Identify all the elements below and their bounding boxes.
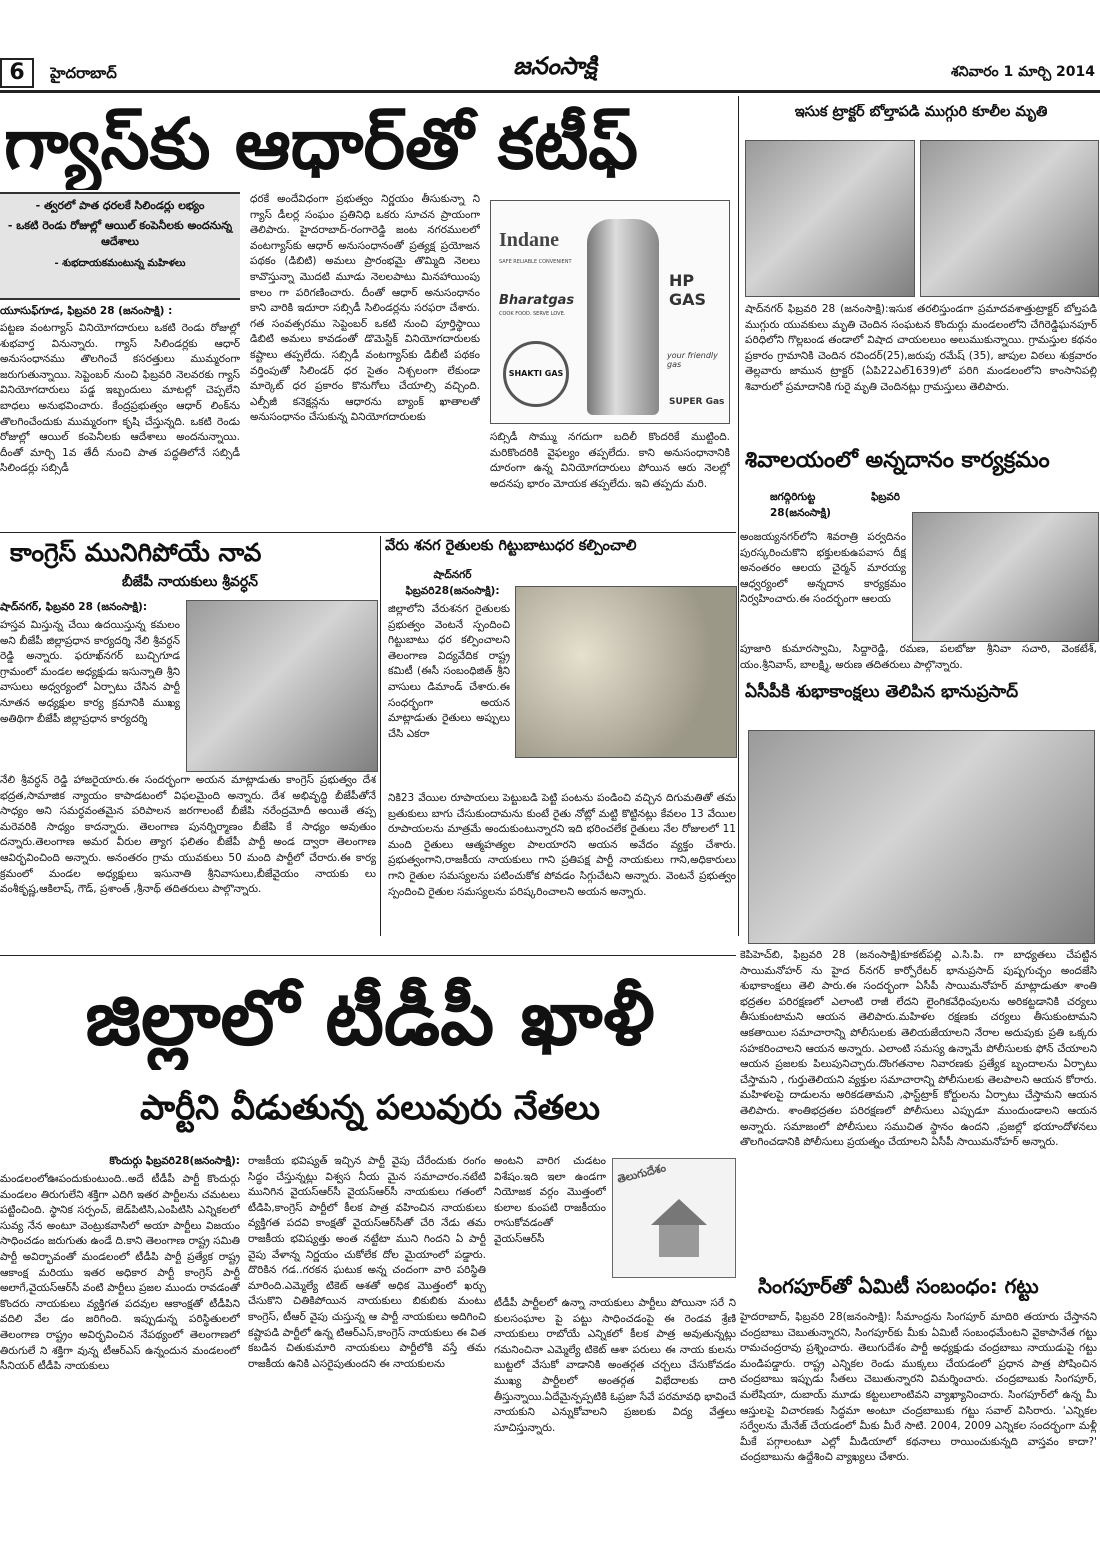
masthead-logo: జనంసాక్షి — [513, 52, 597, 80]
bharatgas-subtext: COOK FOOD. SERVE LOVE. — [499, 311, 566, 317]
house-body-icon — [659, 1225, 699, 1257]
column-rule — [380, 536, 381, 936]
section-rule — [0, 955, 736, 956]
lead-dateline: యూసుఫ్‌గూడ, ఫిబ్రవరి 28 (జనంసాక్షి) : — [0, 305, 173, 317]
house-icon — [651, 1199, 707, 1225]
masthead-rule — [0, 90, 1100, 93]
congress-photo — [186, 600, 378, 772]
tractor-photo-right — [920, 140, 1099, 297]
indane-subtext: SAFE RELIABLE CONVENIENT — [499, 259, 572, 265]
super-gas-logo: SUPER Gas — [669, 397, 725, 407]
page-number: 6 — [0, 58, 34, 88]
tdp-headline: జిల్లాలో టీడీపీ ఖాళీ — [85, 973, 655, 1062]
tdp-dateline: కొందుర్గు ఫిబ్రవరి28(జనంసాక్షి): — [109, 1155, 240, 1167]
issue-date: శనివారం 1 మార్చి 2014 — [951, 64, 1095, 80]
section-rule — [0, 532, 736, 533]
bharatgas-logo: Bharatgas — [499, 293, 575, 308]
temple-story-narrow: అంజయ్యనగర్‌లోని శివరాత్రి పర్వదినం పురస్కరించుకొని భక్తులకుఉపవాస దీక్ష అనంతరం ఆలయ చైర్మన్ మారయ్య ఆధ్వర్యంలో అన్నదాన కార్యక్రమం నిర్వహించారు.ఈ సందర్భంగా ఆలయ — [740, 531, 906, 606]
acp-headline: ఏసీపీకి శుభాకాంక్షలు తెలిపిన భానుప్రసాద్ — [745, 682, 1019, 702]
peanut-photo — [515, 586, 737, 758]
hp-tagline: your friendly gas — [667, 351, 718, 369]
tdp-subhead: పార్టీని వీడుతున్న పలువురు నేతలు — [140, 1088, 600, 1128]
congress-headline: కాంగ్రెస్ మునిగిపోయే నావ — [10, 538, 262, 567]
section-name: హైదరాబాద్ — [50, 64, 117, 82]
lead-col3: సబ్సిడీ సొమ్ము నగదుగా బదిలీ కొందరికే ముట్టింది. మరికొందరికి వైఫల్యం తప్పలేదు. కాని అనుసంధానానికి దూరంగా ఉన్న వినియోగదారులు పోయిన ఆరు నెలల్లో అదనపు భారం మోయక తప్పలేదు. ఇవి తప్పదు మరి. — [490, 431, 730, 490]
tractor-story: షాద్‌నగర్ ఫిబ్రవరి 28 (జనంసాక్షి):ఇసుక తరలిస్తుండగా ప్రమాదవశాత్తుట్రాక్టర్ బోల్తపడి ముగ్గురు యువకులు మృతి చెందిన సంఘటన కొందుర్గు మండలంలోని చేగిరెడ్డిఘనపూర్ పరిధిలోని గొల్లబండ తండాలో విషాద చాయలలుం అలుముకున్నాయి. గ్రామస్తుల కథనం ప్రకారం గ్రామానికి చెందిన రవిందర్(25),జరుపు రమేష్ (35), జాపుల విఠలు శుక్రవారం తెల్లవారు జామున ట్రాక్టర్ (ఏపి22ఎల్1639)లో పరిగి మండలంలోని కాంసానిపల్లి శివారులో ప్రమాదానికి గురై మృతి చెందినట్లు గ్రామస్తులు తెలిపారు. — [745, 303, 1097, 393]
acp-photo — [748, 730, 1095, 944]
farmers-story-wide: నికి23 వేయిల రూపాయలు పెట్టుబడి పెట్టి పంటను పండించి వచ్చిన దిగుమతితో తమ బ్రతుకులు బాగు చేసుకుందామను కుంటే రైతు నోట్లో మట్టి కొట్టినట్లు కేవలం 13 వేయిల రూపాయలను మాత్రమే అందుకుంటున్నారని ఇది భరించలేక రైతులు నేల రోజులలో 11 మంది రైతులు ఆత్మహత్యల పాలయారని అయన అవేదం వ్యక్తం చేశారు. ప్రభుత్వంగాని,రాజకీయ నాయకులు గాని ప్రతిపక్ష పార్టీ నాయకులు గాని,అధికారులు గాని రైతుల సమస్యలను పటించుకోక పోవడం సిగ్గుచేటని అన్నారు. వెంటనే ప్రభుత్వం స్పందించి రైతుల సమస్యలను పరిష్కరించాలని అయన అన్నారు. — [388, 792, 736, 898]
shakti-gas-logo: SHAKTI GAS — [503, 341, 569, 407]
lead-col2: ధరకే అందేవిధంగా ప్రభుత్వం నిర్ణయం తీసుకున్నా ని గ్యాస్ డీలర్ల సంఘం ప్రతినిధి ఒకరు సూచన ప్రాయంగా తెలిపారు. హైదరాబాద్-రంగారెడ్డి జంట నగరములలో వంటగ్యాస్‌కు ఆధార్ అనుసంధానంతో ప్రత్యక్ష ప్రయోజన పథకం (డిబిటి) అమలు ప్రారంభమై తొమ్మిది నెలలు కావొస్తున్నా మొదటి మూడు నెలలపాటు మినహాయింపు కాలం గా పరిగణించారు. దీంతో ఆధార్ అనుసంధానం కాని వారికి ఇదూరా సబ్సిడీ సిలిండర్లను సరఫరా చేశారు. గత సంవత్సరము సెప్టెంబర్ ఒకటి నుంచి పూర్తిస్థాయి డిబిటి అమలు కావడంతో డొమెస్టిక్ వినియోగదారులకు కష్టాలు తప్పలేదు. సబ్సిడీ వంటగ్యాస్‌కు డిబీటీ పథకం వర్తింపుతో సిలిండర్ ధర సైతం నిశ్చలంగా లేకుండా మార్కెట్ ధర ప్రకారం కొనుగోలు చేయాల్సి వచ్చింది. ఎల్పీజీ కనెక్షన్లను ఆధారను బ్యాంక్ ఖాతాలతో అనుసంధానం చేసుకున్న వినియోగదారులకు — [250, 193, 480, 424]
lead-bullet: - శుభదాయకమంటున్న మహిళలు — [54, 258, 186, 269]
lead-col1: పట్టణ వంటగ్యాస్ వినియోగదారులు ఒకటి రెండు రోజుల్లో శుభవార్త వినున్నారు. గ్యాస్ సిలిండర్లకు ఆధార్ అనుసంధానము తొలగించే కసరత్తులు ముమ్మరంగా జరుగుతున్నాయి. సెప్టెంబర్ నుంచి ఫిబ్రవరి నెలవరకు గ్యాస్ వినియోగదారులు పడ్డ ఇబ్బందులు మాటల్లో చెప్పలేని బాధలు అనుభవించారు. కేంద్రప్రభుత్వం ఆధార్ లింక్‌ను తొలగించేందుకు ముమ్మరంగా కృషి చేస్తున్నది. ఒకటి రెండు రోజుల్లో ఆయిల్ కంపెనీలకు ఆదేశాలు అందనున్నాయి. దీంతో మార్చి 1వ తేదీ నుంచి పాత పద్ధతిలోనే సబ్సిడీ సిలిండర్లు సబ్సిడీ — [0, 322, 240, 475]
tdp-col3-narrow: అంటని వారిగ చుడటం విశేషం.ఇది ఇలా ఉండగా నియోజక వర్గం మొత్తంలో కులాల కుంపటి రాజకీయం రాసుకోవడంతో వైయస్‌ఆర్‌సీ — [494, 1155, 606, 1245]
lead-bullets-box — [0, 192, 240, 300]
gas-cylinder-photo — [490, 200, 730, 424]
indane-logo: Indane — [499, 229, 560, 251]
congress-dateline: షాద్‌నగర్, ఫిబ్రవరి 28 (జనంసాక్షి): — [0, 601, 148, 613]
farmers-dateline: షాద్‌నగర్ ఫిబ్రవరి28(జనంసాక్షి): — [405, 569, 500, 597]
temple-headline: శివాలయంలో అన్నదానం కార్యక్రమం — [745, 448, 1050, 473]
tdp-col3-wide: టీడీపీ పార్టీలలో ఉన్నా నాయకులు పార్టీలు పోయినా సరే ని కులసంఘాల పై పట్టు సాధించడంపై ఈ రెండవ శ్రేణి నాయకులు రాబోయే ఎన్నికలో కీలక పాత్ర అవుతున్నట్లు గమనించినా ఎమ్మెల్యే టికెట్ ఆశా పరులు ఈ నాయ కులను బుట్టలో వేసుకో వాడానికి అంతర్గత చర్చలు చేసుకోవడం ముఖ్య పార్టీలలో అంతర్గత విభేదాలకు దారి తీస్తున్నాయి.ఏదేమైన్పప్పటికి ఓప్రజా సేవే పరమావధి భావించే నాయకుని ఎన్నుకోవాలని ప్రజలకు విద్య వేత్తలు సూచిస్తున్నారు. — [494, 1297, 736, 1434]
acp-story: కెపిహెచ్‌బి, ఫిబ్రవరి 28 (జనంసాక్షి)కూకట్‌పల్లి ఎ.సి.పి. గా బాధ్యతలు చేపట్టిన సాయిమనోహర్ ను హైద ర్‌నగర్ కార్పోరేటర్ భానుప్రసాద్ పుష్పగుచ్ఛం అందజేసి శుభాకాంక్షలు తెలి పారు.ఈ సందర్భంగా ఏసీపీ సాయిమనోహర్ మాట్లాడుతూ శాంతి భద్రతల పరిరక్షణలో ఎలాంటి రాజీ లేదని లైంగికవేధింపులను అరికట్టడానికి చర్యలు తీసుకుంటామని ఆయన తెలిపారు.మహిళల రక్షణకు చర్యలు తీసుకుంటామని ఆకతాయిల సమాచారాన్ని పోలీసులకు తెలియజేయాలని నేరాల అదుపుకు ప్రతి ఒక్కరు సహకరించాలని ఆయన అన్నారు. ఎలాంటి సమస్య ఉన్నామే పోలీసులకు ఫోన్ చేయాలని ఆయన ప్రజలకు పిలుపునిచ్చారు.దొంగతనాల నివారణకు ప్రత్యేక బృందాలను ఏర్పాటు చేస్తామని , గుర్తుతెలియని వ్యక్తుల సమాచారాన్ని పోలీసులకు తెలపాలని ఆయన కోరారు. మహిళలపై దాడులను అరికడతామని ,ఫాస్ట్‌ట్రాక్ కోర్టులను ఏర్పాటు చేస్తామని ఆయన తెలిపారు. శాంతిభద్రతల పరిరక్షణలో పోలీసులు ఎప్పుడూ ముందుండాలని ఆయన అన్నారు. సమాజంలో పోలీసులు సముచిత స్థానం ఉందని ,ప్రజల్లో భయాందోళనలు తొలగించడానికి పోలీసులు ప్రయత్నం చేయాలని ఏసీపీ సాయిమనోహర్ అన్నారు. — [740, 949, 1097, 1149]
singapore-story: హైదరాబాద్, ఫిబ్రవరి 28(జనంసాక్షి): సీమాంధ్రను సింగపూర్ మాదిరి తయారు చేస్తానని చంద్రబాబు చెబుతున్నారని, సింగపూర్‌కు మీకు ఏమిటీ సంబంధమేంటని వైకాపానేత గట్టు రామచంద్రరావు ప్రశ్నించారు. తెలుగుదేశం పార్టీ అధ్యక్షుడు చంద్రబాబు నాయుడుపై గట్టు మండిపడ్డారు. రాష్ట్ర ఎన్నికల రెండు ముక్కలు చేయడంలో ప్రధాన పాత్ర పోషించిన చంద్రబాబు ఇప్పుడు సీతలు చెబుతున్నారని విమర్శించారు. చంద్రబాబుకు సింగపూర్, మలేషియా, దుబాయ్ మూడు కట్టలులాంటివని వ్యాఖ్యానించారు. సింగపూర్‌లో ఉన్న మీ ఆస్తులపై విచారణకు సిద్ధమా అంటూ చంద్రబాబుకు గట్టు సవాల్ విసిరారు. 'ఎన్నికల సర్వేలను మేనేజ్ చేయడంలో మీకు మీరే సాటి. 2004, 2009 ఎన్నికల సందర్భంగా మళ్లీ మీకే పగ్గాలంటూ ఎల్లో మీడియాలో కథనాలు రాయించుకున్నది వాస్తవం కాదా?' చంద్రబాబును ఉద్దేశించి వ్యాఖ్యలు చేశారు. — [740, 1311, 1097, 1464]
lead-headline: గ్యాస్‌కు ఆధార్‌తో కటీఫ్ — [4, 103, 639, 185]
temple-story-wide: పూజారి కుమారస్వామి, సిద్దారెడ్డి, రమణ, పలబోజు శ్రీనివా సచారి, వెంకటేశ్, యం.శ్రీనివాస్, బాలక్ష్మి, అరుణ తదితరులు పాల్గొన్నారు. — [740, 643, 1097, 671]
temple-dateline: జగద్గిరిగుట్ట ఫిబ్రవరి 28(జనంసాక్షి) — [770, 491, 900, 519]
congress-story-wide: నేలి శ్రీవర్ధన్ రెడ్డి హాజరైయారు.ఈ సందర్భంగా అయన మాట్లాడుతు కాంగ్రెస్ ప్రభుత్వం దేశ భద్రత,సామాజిక న్యాయం కాపాడటంలో విఫలమైంది అన్నారు. దేశ అభివృద్ధి బీజేపీతోనే సాధ్యం అని సమర్ధవంతమైన పరిపాలన జరగాలంటే బీజేపి నరేంద్రమోదీ అయితే తప్ప మరెవరికి సాధ్యం కాదన్నారు. తెలంగాణ పునర్నిర్మాణం బీజేపి కే సాధ్యం అవుతుం దన్నారు.తెలంగాణ అమర వీరుల త్యాగ ఫలితం బీజేపీ పార్టీ అండ ద్వారా తెలంగాణ ఆవిర్భవించింది అన్నారు. అనంతరం గ్రామ యువకులు 50 మంది పార్టీలో చేరారు.ఈ కార్య క్రమంలో మండల అధ్యక్షులు ఇసునాతి శ్రీనివాసులు,బీజేవైయం నాయకు లు వంశీకృష్ణ,ఆకిలాష్, గౌడ్, ప్రశాంత్ ,శ్రీనాథ్ తదితరులు పాల్గొన్నారు. — [0, 774, 376, 896]
tractor-photo-left — [745, 140, 915, 297]
temple-photo — [912, 512, 1099, 642]
congress-story-narrow: హస్తవ మిస్తున్న చేయి ఉదయిస్తున్న కమలం అని బీజేపీ జిల్లాప్రధాన కార్యదర్శి నేలి శ్రీవర్ధన్ రెడ్డి అన్నారు. ఫరూఖ్‌నగర్ బుచ్చిగూడ గ్రామంలో మండల అధ్యక్షుడు ఇసున్నాతి శ్రీని వాసులు అధ్వర్యంలో ఏర్పాటు చేసిన పార్టీ నూతన అధ్యక్షుల కార్య క్రమానికి ముఖ్య అతిథిగా బీజేపీ జిల్లాప్రధాన కార్యదర్శి — [0, 619, 180, 725]
tractor-headline: ఇసుక ట్రాక్టర్ బోల్తాపడి ముగ్గురి కూలీల మృతి — [794, 104, 1048, 120]
farmers-headline: వేరు శనగ రైతులకు గిట్టుబాటుధర కల్పించాలి — [385, 538, 637, 554]
tdp-col1: మండలంలోఊపందుకుంటుంది..అదే టీడీపీ పార్టీ కొందుర్గు మండలం తిరుగులేని శక్తిగా ఎదిగి ఇతర పార్టీలను చమటలు పట్టించింది. స్థానిక సర్పంచ్, జెడ్‌పిటిసి,ఎంపిటిసి ఎన్నికలలో సువ్య నేన అంటూ వెంట్రుకవాసిలో అయా పార్టీలు విజయం సాధించడం జరుగుతు ఉండే ది.కాని తెలంగాణ రాష్ట్ర సమితి పార్టీ అవిర్భావంతో మండలంలో టీడీపి పార్టీ ప్రత్యేక రాష్ట్ర ఆకాంక్ష మరియు ఇతర అధికార పార్టీ కాంగ్రెస్ పార్టీ అలాగే,వైయస్‌ఆర్‌సీ వంటి పార్టీలు ప్రజల ముందు రావడంతో కొందరు నాయకులు వ్యక్తిగత పదవుల ఆకాంక్షతో టీడీపిని వదిలి వేల డం జరిగింది. ఇప్పుడున్న పరిస్థితులలో తెలంగాణ రాష్ట్రం అవిర్భవించిన నేపథ్యంలో తెలంగాణలో తిరుగులే ని శక్తిగా వున్న టీఆర్‌ఎస్ ఉన్నందున మండలంలో సీనియర్ టీడీపి నాయకులు — [0, 1173, 240, 1373]
column-rule — [738, 96, 739, 936]
tdp-col2: రాజకీయ భవిష్యత్ ఇచ్చిన పార్టీ వైపు చేరేందుకు రంగం సిద్ధం చేస్తున్నట్లు విశ్వస నీయ మైన సమాచారం.నటేటి మునిగిన వైయస్‌ఆర్‌సీ వైయస్‌ఆర్‌సీ నాయకులు గతంలో టీడిపి,కాంగ్రెస్ పార్టీలో కీలక పాత్ర వహించిన నాయకులు వ్యక్తిగత పదవి కాంక్షతో వైయస్‌ఆర్‌సీతో చేరి నేడు తమ రాజకీయ భవిష్యత్తు అంత నట్టేటా ముని గిందని ఏ పార్టీ వైపు వేళాన్న నిర్ణయం చుకోలేక దోల మైయాంలో పడ్డారు. దొరికిన గడ..గరకన ఘటుక అన్న చందంగా వారి పరిస్థితి మారింది.ఎమ్మెల్యే టికెట్ ఆశతో అధిక మొత్తంలో ఖర్చు చేసుకొని చితికిపోయిన నాయకులు బికుబికు మంటు కాంగ్రెస్, టీఆర్ వైపు చుస్తున్న ఆ పార్టీ నాయకులు అదిగించి కష్టాపడి పార్టీలో ఉన్న టిఆర్ఎస్,కాంగ్రెస్ నాయకులు ఈ విత కబడిన చితుకుమారి నాయకులు పార్టీలోకి వస్తే తమ రాజకీయ ఉనికి ఎసరైపుతుందని ఈ నాయకులను — [248, 1155, 486, 1370]
lead-bullet: - త్వరలో పాత ధరలకే సిలిండర్లు లభ్యం — [35, 199, 205, 212]
congress-subhead: బీజేపీ నాయకులు శ్రీవర్ధన్ — [122, 574, 258, 590]
gas-cylinder-icon — [587, 219, 659, 415]
singapore-headline: సింగపూర్‌తో ఏమిటీ సంబంధం: గట్టు — [758, 1274, 1039, 1298]
tdp-graphic — [612, 1158, 736, 1278]
hp-gas-logo: HP GAS — [669, 271, 707, 309]
tdp-graphic-text: తెలుగుదేశం — [615, 1161, 668, 1186]
farmers-story-narrow: జిల్లాలోని వేరుశనగ రైతులకు ప్రభుత్వం వెంటనే స్పందించి గిట్టుబాటు ధర కల్పించాలని తెలంగాణ విద్యవేదిక రాష్ట్ర కమిటీ (ఈసీ సంబంధిజిత్ శ్రీని వాసులు డిమాండ్ చేశారు.ఈ సంధర్భంగా అయన మాట్లాడుతు రైతులు అప్పులు చేసి ఎకరా — [388, 603, 510, 740]
lead-bullet: - ఒకటి రెండు రోజుల్లో ఆయిల్ కంపెనీలకు అందనున్న ఆదేశాలు — [7, 219, 233, 248]
